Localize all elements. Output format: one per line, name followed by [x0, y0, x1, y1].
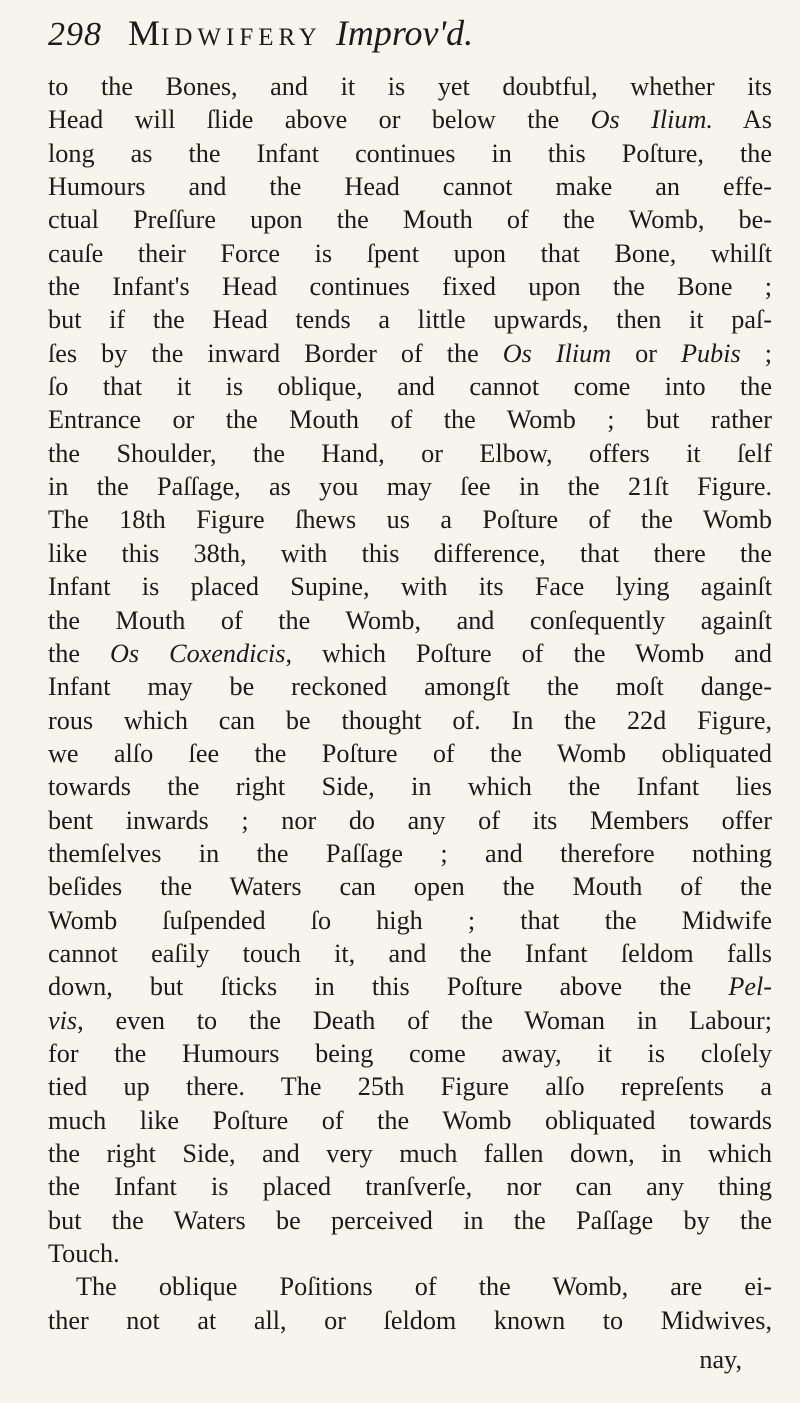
text-run: Head will ſlide above or below the [48, 105, 591, 135]
text-line [48, 1270, 772, 1303]
text-line [48, 1237, 772, 1270]
text-run: ſes by the inward Border of the [48, 338, 503, 368]
text-line [48, 1037, 772, 1070]
text-run: for the Humours being come away, it is cloſely [48, 1038, 772, 1068]
text-run: tied up there. The 25th Figure alſo repreſents a [48, 1072, 772, 1102]
text-line [48, 70, 772, 103]
text-line [48, 804, 772, 837]
text-run: the right Side, and very much fallen down, in which [48, 1139, 772, 1168]
italic-term: Os Ilium [502, 338, 612, 368]
italic-term: Pel- [728, 972, 772, 1002]
text-run: we alſo ſee the Poſture of the Womb obliquated [48, 738, 772, 768]
text-run: As [712, 105, 772, 135]
text-line [48, 670, 772, 703]
text-line [48, 970, 772, 1003]
text-line [48, 1170, 772, 1203]
text-line [48, 904, 772, 937]
text-line [48, 737, 772, 770]
text-run: Humours and the Head cannot make an effe- [48, 172, 772, 202]
text-run: cannot eaſily touch it, and the Infant ſeldom falls [48, 938, 772, 968]
text-run: , even to the Death of the Woman in Labour; [77, 1005, 772, 1035]
text-run: The 18th Figure ſhews us a Poſture of the Womb [48, 505, 772, 535]
text-line [48, 1137, 772, 1170]
text-line [48, 937, 772, 970]
text-run: bent inwards ; nor do any of its Members offer [48, 805, 772, 835]
text-line [48, 503, 772, 536]
text-run: ctual Preſſure upon the Mouth of the Womb, be- [48, 205, 772, 235]
text-run: rous which can be thought of. In the 22d Figure, [48, 705, 772, 735]
text-line [48, 1304, 772, 1337]
running-head [48, 12, 772, 64]
italic-term: vis [48, 1005, 78, 1035]
text-run: Infant may be reckoned amongſt the moſt dange- [48, 672, 772, 702]
text-line [48, 470, 772, 503]
running-head-initial: M [128, 13, 162, 53]
running-head-italic: Improv'd. [335, 13, 474, 53]
text-run: beſides the Waters can open the Mouth of the [48, 872, 772, 902]
text-line [48, 437, 772, 470]
text-run: Touch. [48, 1239, 120, 1269]
text-run: down, but ſticks in this Poſture above the [48, 972, 729, 1002]
text-line [48, 203, 772, 236]
text-run: ſo that it is oblique, and cannot come into the [48, 372, 772, 402]
text-run: cauſe their Force is ſpent upon that Bone, whilſt [48, 238, 772, 268]
text-run: , which Poſture of the Womb and [285, 638, 772, 668]
italic-term: Os Coxendicis [110, 638, 286, 668]
text-run: to the Bones, and it is yet doubtful, whether its [48, 72, 772, 101]
text-run: the Shoulder, the Hand, or Elbow, offers it ſelf [48, 438, 772, 468]
text-line [48, 637, 772, 670]
text-line [48, 137, 772, 170]
text-run: the [48, 638, 110, 668]
text-line [48, 170, 772, 203]
text-run: ther not at all, or ſeldom known to Midwives, [48, 1305, 772, 1335]
text-run: towards the right Side, in which the Infant lies [48, 772, 772, 802]
text-run: The oblique Poſitions of the Womb, are ei- [76, 1272, 772, 1302]
catchword: nay, [699, 1345, 742, 1375]
text-line [48, 337, 772, 370]
text-line [48, 570, 772, 603]
italic-term: Pubis [681, 338, 741, 368]
text-line [48, 770, 772, 803]
text-line [48, 870, 772, 903]
text-run: Infant is placed Supine, with its Face lying againſt [48, 572, 772, 602]
text-run: ; [740, 338, 772, 368]
text-line [48, 1104, 772, 1137]
text-run: but if the Head tends a little upwards, then it paſ- [48, 305, 772, 335]
text-line [48, 270, 772, 303]
body-text [48, 70, 772, 1337]
text-line [48, 237, 772, 270]
text-line [48, 303, 772, 336]
running-head-rest: idwifery [161, 13, 322, 53]
running-head-title [128, 12, 322, 54]
text-run: Entrance or the Mouth of the Womb ; but rather [48, 405, 772, 435]
text-line [48, 1204, 772, 1237]
text-run: in the Paſſage, as you may ſee in the 21ſt Figure. [48, 472, 772, 502]
text-line [48, 537, 772, 570]
italic-term: Os Ilium. [590, 105, 713, 135]
text-line [48, 370, 772, 403]
text-run: Womb ſuſpended ſo high ; that the Midwife [48, 905, 772, 935]
text-run: like this 38th, with this difference, that there the [48, 538, 772, 568]
text-line [48, 837, 772, 870]
text-run: much like Poſture of the Womb obliquated towards [48, 1105, 772, 1135]
text-run: the Infant is placed tranſverſe, nor can any thing [48, 1172, 772, 1202]
text-line [48, 1070, 772, 1103]
text-line [48, 103, 772, 136]
text-run: the Mouth of the Womb, and conſequently againſt [48, 605, 772, 635]
page-number: 298 [48, 16, 102, 53]
text-run: themſelves in the Paſſage ; and therefore nothing [48, 838, 772, 868]
text-run: but the Waters be perceived in the Paſſage by the [48, 1205, 772, 1235]
text-run: or [611, 338, 682, 368]
text-line [48, 704, 772, 737]
text-line [48, 1004, 772, 1037]
text-run: long as the Infant continues in this Poſture, the [48, 138, 772, 168]
text-line [48, 403, 772, 436]
text-run: the Infant's Head continues fixed upon the Bone ; [48, 272, 772, 302]
text-line [48, 604, 772, 637]
